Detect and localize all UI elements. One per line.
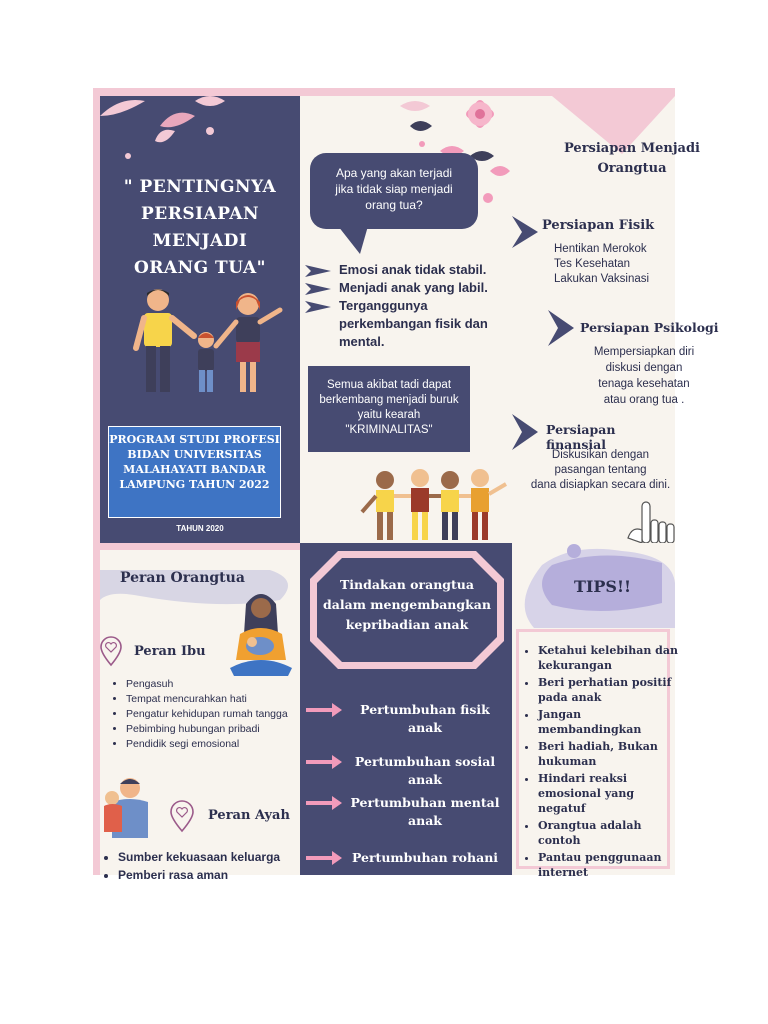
- cover-title-line: MENJADI: [152, 231, 248, 251]
- prep-finansial-heading: Persiapan finansial: [546, 422, 616, 452]
- action-item: [340, 794, 510, 830]
- prep-title: [552, 139, 712, 179]
- prep-item: dana disiapkan secara dini.: [530, 479, 671, 491]
- prep-panel: [512, 96, 719, 543]
- arrow-right-icon: [306, 703, 342, 717]
- list-item: • Beri perhatian positif pada anak: [538, 675, 684, 705]
- heart-pin-icon: [170, 800, 194, 832]
- effect-item: perkembangan fisik dan: [339, 316, 488, 331]
- effect-item: Terganggunya: [339, 298, 428, 313]
- chevron-right-icon: [548, 310, 574, 346]
- tips-title: TIPS!!: [574, 577, 632, 596]
- question-bubble: [310, 153, 478, 229]
- list-item: • Pemberi rasa aman: [118, 867, 318, 883]
- list-item: • Beri hadiah, Bukan hukuman: [538, 739, 684, 769]
- peran-ibu-list: [110, 678, 312, 753]
- list-item: • Pengasuh: [126, 678, 312, 691]
- institution-line: MALAHAYATI BANDAR: [123, 463, 266, 476]
- effect-item: Menjadi anak yang labil.: [339, 280, 488, 295]
- tips-list: [522, 643, 684, 882]
- prep-finansial-items: [526, 448, 675, 493]
- heart-pin-icon: [100, 636, 122, 666]
- result-line: "KRIMINALITAS": [345, 424, 433, 436]
- effect-item: Emosi anak tidak stabil.: [339, 262, 487, 277]
- prep-item: diskusi dengan: [605, 362, 683, 374]
- prep-psikologi-heading: Persiapan Psikologi: [580, 320, 719, 335]
- action-item-line: anak: [408, 813, 442, 828]
- institution-line: BIDAN UNIVERSITAS: [127, 448, 262, 461]
- arrow-right-icon: [306, 796, 342, 810]
- actions-panel: [300, 543, 512, 875]
- arrow-right-icon: [306, 851, 342, 865]
- family-illustration: [130, 288, 290, 403]
- result-line: yaitu kearah: [357, 409, 421, 421]
- cover-panel: [100, 96, 300, 543]
- actions-heading: [308, 575, 506, 635]
- prep-item: Hentikan Merokok: [554, 243, 647, 255]
- actions-heading-line: dalam mengembangkan: [323, 597, 491, 612]
- list-item: • Pantau penggunaan internet: [538, 850, 684, 880]
- prep-item: tenaga kesehatan: [598, 378, 690, 390]
- chevron-right-icon: [512, 414, 538, 450]
- question-panel: [300, 96, 512, 543]
- list-item: • Hindari reaksi emosional yang negatuf: [538, 771, 684, 816]
- chevron-right-icon: [512, 216, 538, 248]
- tips-panel: [512, 543, 678, 879]
- list-item: • Pendidik segi emosional: [126, 738, 312, 751]
- children-illustration: [360, 466, 510, 544]
- action-item-line: anak: [408, 720, 442, 735]
- roles-title: Peran Orangtua: [120, 570, 245, 586]
- peran-ibu-heading: Peran Ibu: [134, 644, 206, 659]
- list-item: • Pebimbing hubungan pribadi: [126, 723, 312, 736]
- question-line: Apa yang akan terjadi: [335, 166, 453, 180]
- action-item: [340, 701, 510, 737]
- institution-box: [108, 426, 281, 518]
- peran-ayah-list: [102, 849, 318, 885]
- arrow-icon: [305, 301, 331, 313]
- cover-title: [100, 174, 300, 282]
- arrow-right-icon: [306, 755, 342, 769]
- prep-item: Tes Kesehatan: [554, 258, 631, 270]
- roles-panel: [100, 550, 300, 882]
- action-item-line: Pertumbuhan rohani: [351, 850, 499, 865]
- father-child-illustration: [100, 776, 150, 840]
- prep-psikologi-items: [574, 344, 714, 408]
- cover-title-line: PERSIAPAN: [140, 204, 260, 224]
- prep-item: Lakukan Vaksinasi: [554, 273, 650, 285]
- action-item-line: Pertumbuhan sosial: [354, 754, 496, 769]
- prep-item: Mempersiapkan diri: [593, 346, 695, 358]
- peran-ayah-heading: Peran Ayah: [208, 808, 290, 823]
- result-box: [308, 366, 470, 452]
- cover-title-line: " PENTINGNYA: [123, 177, 277, 197]
- list-item: • Ketahui kelebihan dan kekurangan: [538, 643, 684, 673]
- list-item: • Jangan membandingkan: [538, 707, 684, 737]
- question-line: orang tua?: [365, 198, 423, 212]
- action-item-line: Pertumbuhan mental: [350, 795, 500, 810]
- list-item: • Tempat mencurahkan hati: [126, 693, 312, 706]
- hand-illustration: [620, 496, 675, 543]
- prep-fisik-heading: Persiapan Fisik: [542, 218, 655, 233]
- action-item-line: anak: [408, 772, 442, 787]
- actions-heading-line: kepribadian anak: [345, 617, 469, 632]
- effect-item: mental.: [339, 334, 385, 349]
- institution-line: LAMPUNG TAHUN 2022: [119, 478, 270, 491]
- leaf-decoration: [100, 96, 300, 176]
- question-line: jika tidak siap menjadi: [335, 182, 453, 196]
- list-item: • Pengatur kehidupan rumah tangga: [126, 708, 312, 721]
- actions-heading-line: Tindakan orangtua: [340, 577, 474, 592]
- cover-title-line: ORANG TUA": [133, 258, 267, 278]
- action-item-line: Pertumbuhan fisik: [360, 702, 490, 717]
- prep-title-line: Persiapan Menjadi: [564, 141, 700, 156]
- arrow-icon: [305, 265, 331, 277]
- prep-title-line: Orangtua: [597, 161, 667, 176]
- mother-baby-illustration: [230, 590, 292, 676]
- prep-item: pasangan tentang: [554, 464, 647, 476]
- cover-year: TAHUN 2020: [176, 524, 224, 533]
- list-item: • Sumber kekuasaan keluarga: [118, 849, 318, 865]
- action-item: [340, 849, 510, 867]
- result-line: berkembang menjadi buruk: [319, 394, 459, 406]
- prep-item: atau orang tua .: [603, 394, 685, 406]
- action-item: [340, 753, 510, 789]
- arrow-icon: [305, 283, 331, 295]
- institution-line: PROGRAM STUDI PROFESI: [109, 433, 280, 446]
- prep-item: Diskusikan dengan: [551, 449, 650, 461]
- result-line: Semua akibat tadi dapat: [326, 379, 452, 391]
- prep-fisik-items: [554, 242, 649, 287]
- bubble-tail: [338, 226, 368, 256]
- list-item: • Orangtua adalah contoh: [538, 818, 684, 848]
